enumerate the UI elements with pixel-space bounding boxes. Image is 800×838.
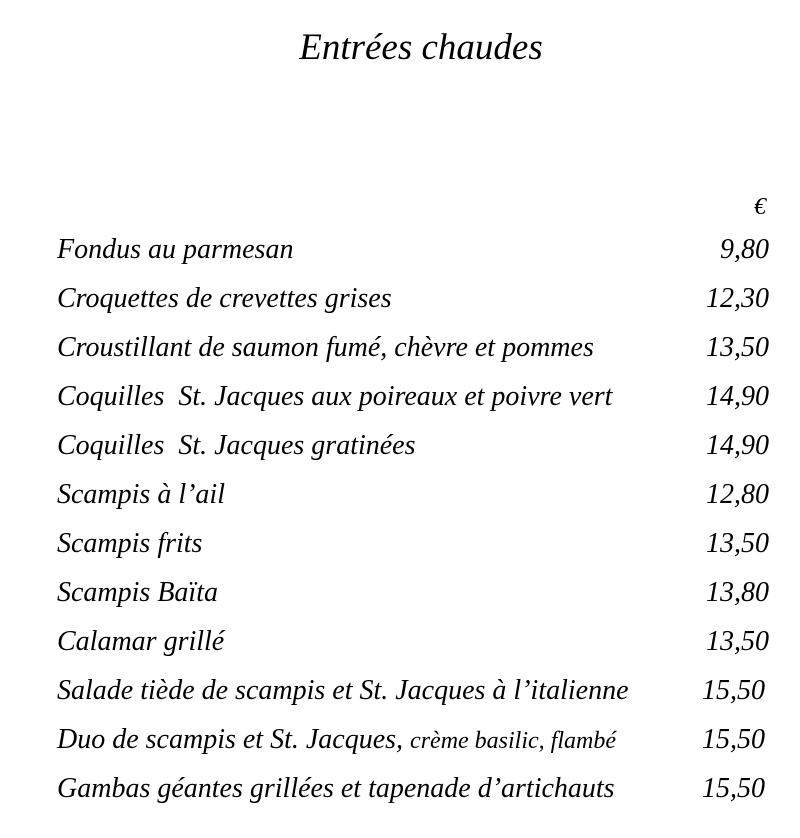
dish-price: 15,50	[702, 675, 765, 706]
dish-price: 9,80	[720, 234, 769, 265]
dish-name: Croustillant de saumon fumé, chèvre et pommes	[57, 332, 594, 363]
dish-name: Scampis à l’ail	[57, 479, 225, 510]
dish-name: Fondus au parmesan	[57, 234, 294, 265]
dish-name: Croquettes de crevettes grises	[57, 283, 392, 314]
page-title: Entrées chaudes	[299, 27, 543, 68]
menu-item	[57, 426, 769, 475]
dish-name: Scampis Baïta	[57, 577, 218, 608]
dish-price: 13,50	[706, 626, 769, 657]
menu-item	[57, 475, 769, 524]
dish-description: crème basilic, flambé	[410, 728, 616, 754]
menu-item	[57, 769, 769, 818]
dish-price: 13,50	[706, 332, 769, 363]
dish-name: Gambas géantes grillées et tapenade d’artichauts	[57, 773, 615, 804]
menu-item	[57, 622, 769, 671]
menu-item	[57, 279, 769, 328]
dish-name: Calamar grillé	[57, 626, 225, 657]
menu-item	[57, 524, 769, 573]
menu-list	[57, 230, 769, 818]
dish-price: 14,90	[706, 430, 769, 461]
menu-item	[57, 230, 769, 279]
dish-name: Coquilles St. Jacques gratinées	[57, 430, 416, 461]
dish-price: 13,80	[706, 577, 769, 608]
menu-item	[57, 720, 769, 769]
dish-price: 14,90	[706, 381, 769, 412]
dish-price: 13,50	[706, 528, 769, 559]
dish-name: Scampis frits	[57, 528, 203, 559]
menu-item	[57, 671, 769, 720]
menu-item	[57, 573, 769, 622]
dish-name-wrapper	[57, 720, 616, 761]
currency-symbol: €	[754, 194, 766, 220]
dish-name: Coquilles St. Jacques aux poireaux et poivre vert	[57, 381, 613, 412]
dish-price: 15,50	[702, 773, 765, 804]
dish-name: Duo de scampis et St. Jacques,	[57, 724, 411, 755]
dish-price: 12,80	[706, 479, 769, 510]
dish-price: 12,30	[706, 283, 769, 314]
menu-item	[57, 328, 769, 377]
dish-price: 15,50	[702, 724, 765, 755]
dish-name: Salade tiède de scampis et St. Jacques à l’italienne	[57, 675, 629, 706]
menu-item	[57, 377, 769, 426]
